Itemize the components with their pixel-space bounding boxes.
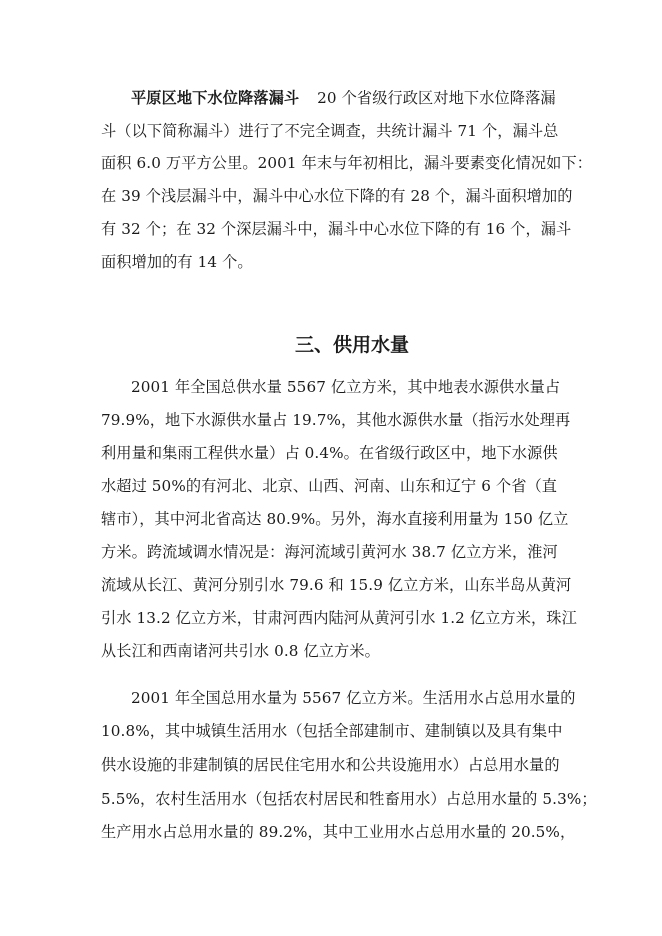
funnel-line: 斗（以下简称漏斗）进行了不完全调查，共统计漏斗 71 个，漏斗总 xyxy=(101,122,559,140)
supply-para1-line: 辖市），其中河北省高达 80.9%。另外，海水直接利用量为 150 亿立 xyxy=(101,510,569,528)
section-title: 三、供用水量 xyxy=(294,334,409,356)
funnel-line: 面积 6.0 万平方公里。2001 年末与年初相比，漏斗要素变化情况如下： xyxy=(101,154,593,172)
supply-para1-line: 水超过 50%的有河北、北京、山西、河南、山东和辽宁 6 个省（直 xyxy=(101,477,558,495)
supply-para1-line: 方米。跨流域调水情况是：海河流域引黄河水 38.7 亿立方米，淮河 xyxy=(101,543,558,561)
supply-para1-line: 79.9%，地下水源供水量占 19.7%，其他水源供水量（指污水处理再 xyxy=(101,411,571,429)
supply-para2-line: 供水设施的非建制镇的居民住宅用水和公共设施用水）占总用水量的 xyxy=(101,756,560,774)
funnel-line-1 xyxy=(131,88,591,108)
supply-para2-line: 2001 年全国总用水量为 5567 亿立方米。生活用水占总用水量的 xyxy=(131,689,576,707)
funnel-lead-title: 平原区地下水位降落漏斗 xyxy=(131,89,300,107)
funnel-line: 有 32 个；在 32 个深层漏斗中，漏斗中心水位下降的有 16 个，漏斗 xyxy=(101,220,572,238)
funnel-line: 面积增加的有 14 个。 xyxy=(101,253,253,271)
supply-para2-line: 5.5%，农村生活用水（包括农村居民和牲畜用水）占总用水量的 5.3%； xyxy=(101,790,597,808)
supply-para1-line: 引水 13.2 亿立方米，甘肃河西内陆河从黄河引水 1.2 亿立方米，珠江 xyxy=(101,609,577,627)
supply-para1-line: 流域从长江、黄河分别引水 79.6 和 15.9 亿立方米，山东半岛从黄河 xyxy=(101,576,572,594)
supply-para2-line: 10.8%，其中城镇生活用水（包括全部建制市、建制镇以及具有集中 xyxy=(101,722,563,740)
supply-para1-line: 从长江和西南诸河共引水 0.8 亿立方米。 xyxy=(101,642,380,660)
supply-para2-line: 生产用水占总用水量的 89.2%，其中工业用水占总用水量的 20.5%， xyxy=(101,823,576,841)
supply-para1-line: 2001 年全国总供水量 5567 亿立方米，其中地表水源供水量占 xyxy=(131,378,561,396)
supply-para1-line: 利用量和集雨工程供水量）占 0.4%。在省级行政区中，地下水源供 xyxy=(101,444,558,462)
funnel-text: 20 个省级行政区对地下水位降落漏 xyxy=(317,89,556,107)
funnel-line: 在 39 个浅层漏斗中，漏斗中心水位下降的有 28 个，漏斗面积增加的 xyxy=(101,187,573,205)
